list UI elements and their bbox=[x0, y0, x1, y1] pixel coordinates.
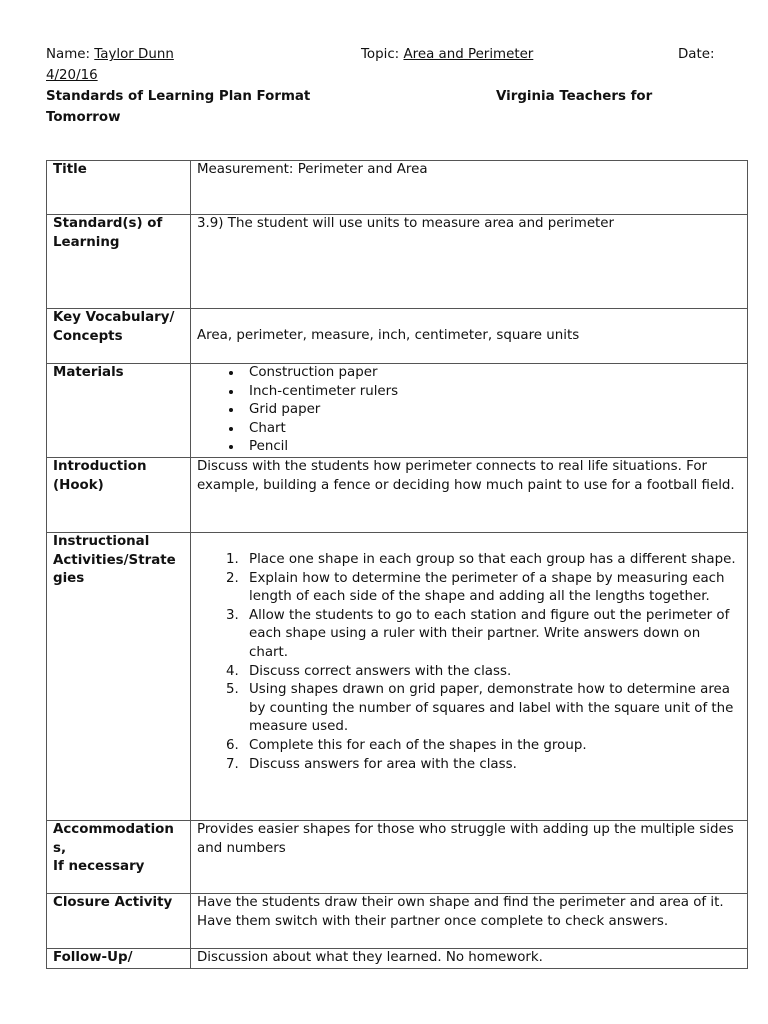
vocabulary-label: Key Vocabulary/ Concepts bbox=[47, 309, 191, 364]
materials-list bbox=[197, 364, 741, 457]
row-followup bbox=[47, 948, 748, 968]
row-closure bbox=[47, 893, 748, 948]
row-materials bbox=[47, 364, 748, 458]
name-line bbox=[46, 46, 174, 65]
topic-line bbox=[361, 46, 533, 65]
date-label: Date: bbox=[678, 47, 715, 62]
closure-value: Have the students draw their own shape and find the perimeter and area of it. Have them switch with their partner once complete to check answers. bbox=[191, 893, 748, 948]
standards-value: 3.9) The student will use units to measure area and perimeter bbox=[191, 215, 748, 309]
row-title bbox=[47, 161, 748, 215]
standards-label: Standard(s) of Learning bbox=[47, 215, 191, 309]
row-introduction bbox=[47, 457, 748, 532]
date-value: 4/20/16 bbox=[46, 68, 98, 83]
list-item: • Grid paper bbox=[243, 401, 741, 420]
materials-label: Materials bbox=[47, 364, 191, 458]
closure-label: Closure Activity bbox=[47, 893, 191, 948]
row-standards bbox=[47, 215, 748, 309]
activities-label: Instructional Activities/Strate gies bbox=[47, 532, 191, 820]
list-item: 4. Discuss correct answers with the class. bbox=[243, 663, 741, 682]
lesson-plan-table bbox=[46, 160, 748, 969]
vocabulary-value: Area, perimeter, measure, inch, centimeter, square units bbox=[191, 309, 748, 364]
list-item: 5. Using shapes drawn on grid paper, demonstrate how to determine area by counting the number of squares and label with the square unit of the measure used. bbox=[243, 681, 741, 737]
row-activities bbox=[47, 532, 748, 820]
list-item: • Construction paper bbox=[243, 364, 741, 383]
list-item: 6. Complete this for each of the shapes in the group. bbox=[243, 737, 741, 756]
list-item: • Inch-centimeter rulers bbox=[243, 383, 741, 402]
list-item: 1. Place one shape in each group so that each group has a different shape. bbox=[243, 551, 741, 570]
accommodations-label: Accommodation s, If necessary bbox=[47, 820, 191, 893]
accommodations-value: Provides easier shapes for those who struggle with adding up the multiple sides and numbers bbox=[191, 820, 748, 893]
format-title: Standards of Learning Plan Format bbox=[46, 89, 311, 104]
org-name: Virginia Teachers for bbox=[496, 89, 653, 104]
row-vocabulary bbox=[47, 309, 748, 364]
activities-list bbox=[197, 551, 741, 774]
name-value: Taylor Dunn bbox=[94, 47, 174, 62]
introduction-value: Discuss with the students how perimeter connects to real life situations. For example, building a fence or deciding how much paint to use for a football field. bbox=[191, 457, 748, 532]
list-item: 7. Discuss answers for area with the class. bbox=[243, 756, 741, 775]
list-item: • Pencil bbox=[243, 438, 741, 457]
introduction-label: Introduction (Hook) bbox=[47, 457, 191, 532]
topic-value: Area and Perimeter bbox=[403, 47, 534, 62]
name-label: Name: bbox=[46, 47, 95, 62]
topic-label: Topic: bbox=[361, 47, 404, 62]
list-item: • Chart bbox=[243, 420, 741, 439]
list-item: 2. Explain how to determine the perimeter of a shape by measuring each length of each side of the shape and adding all the lengths together. bbox=[243, 570, 741, 607]
followup-value: Discussion about what they learned. No homework. bbox=[191, 948, 748, 968]
materials-value bbox=[191, 364, 748, 458]
list-item: 3. Allow the students to go to each station and figure out the perimeter of each shape using a ruler with their partner. Write answers down on chart. bbox=[243, 607, 741, 663]
title-value: Measurement: Perimeter and Area bbox=[191, 161, 748, 215]
row-accommodations bbox=[47, 820, 748, 893]
followup-label: Follow-Up/ bbox=[47, 948, 191, 968]
title-label: Title bbox=[47, 161, 191, 215]
activities-value bbox=[191, 532, 748, 820]
org-name-continued: Tomorrow bbox=[46, 110, 121, 125]
